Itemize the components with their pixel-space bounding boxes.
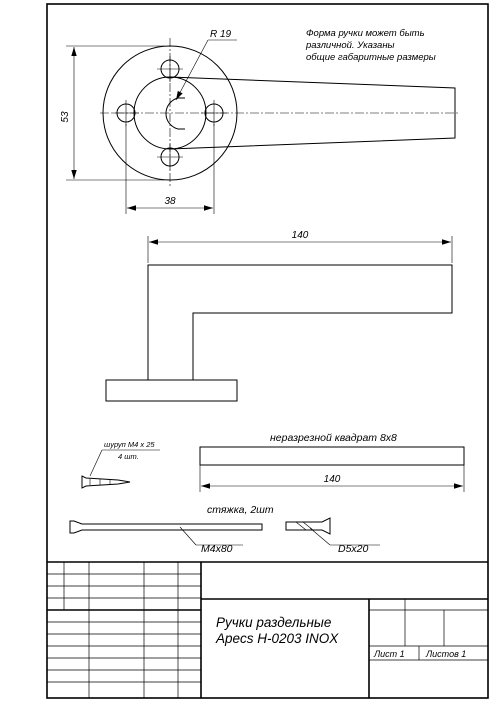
drawing-title-line-2: Apecs H-0203 INOX bbox=[216, 631, 339, 646]
sheet-number: Лист 1 bbox=[374, 649, 405, 659]
square-spindle-part bbox=[200, 432, 464, 492]
screw-part bbox=[82, 440, 160, 488]
screw-quantity: 4 шт. bbox=[118, 452, 139, 461]
height-dimension: 53 bbox=[60, 111, 71, 123]
square-length-dimension: 140 bbox=[323, 474, 341, 485]
screw-leader bbox=[90, 450, 102, 476]
bolt-label: стяжка, 2шт bbox=[207, 504, 274, 516]
handle-profile bbox=[148, 265, 452, 380]
sleeve-leader bbox=[310, 528, 330, 545]
screw-icon bbox=[82, 476, 130, 488]
bolt-size: М4x80 bbox=[201, 543, 233, 555]
square-spindle bbox=[200, 447, 464, 465]
handle-length-dimension: 140 bbox=[291, 230, 309, 241]
radius-dimension: R 19 bbox=[210, 29, 232, 40]
bolt-icon bbox=[70, 521, 262, 533]
handle-side-view bbox=[106, 230, 452, 401]
sleeve-size: D5x20 bbox=[338, 543, 369, 555]
rosette-base-profile bbox=[106, 380, 237, 401]
screw-label: шуруп М4 х 25 bbox=[104, 440, 155, 449]
rosette-top-view bbox=[60, 28, 460, 214]
handle-neck-inner bbox=[166, 98, 185, 129]
sheet-count: Листов 1 bbox=[426, 649, 467, 659]
drawing-title-line-1: Ручки раздельные bbox=[216, 615, 332, 630]
hole-spacing-dimension: 38 bbox=[164, 196, 176, 207]
square-label: неразрезной квадрат 8x8 bbox=[270, 432, 397, 444]
tie-bolt-part bbox=[70, 504, 380, 555]
radius-leader bbox=[176, 40, 208, 100]
title-block bbox=[47, 562, 488, 698]
sheet-frame bbox=[47, 4, 488, 698]
shape-note: Форма ручки может быть различной. Указаны общие габаритные размеры bbox=[306, 28, 436, 63]
